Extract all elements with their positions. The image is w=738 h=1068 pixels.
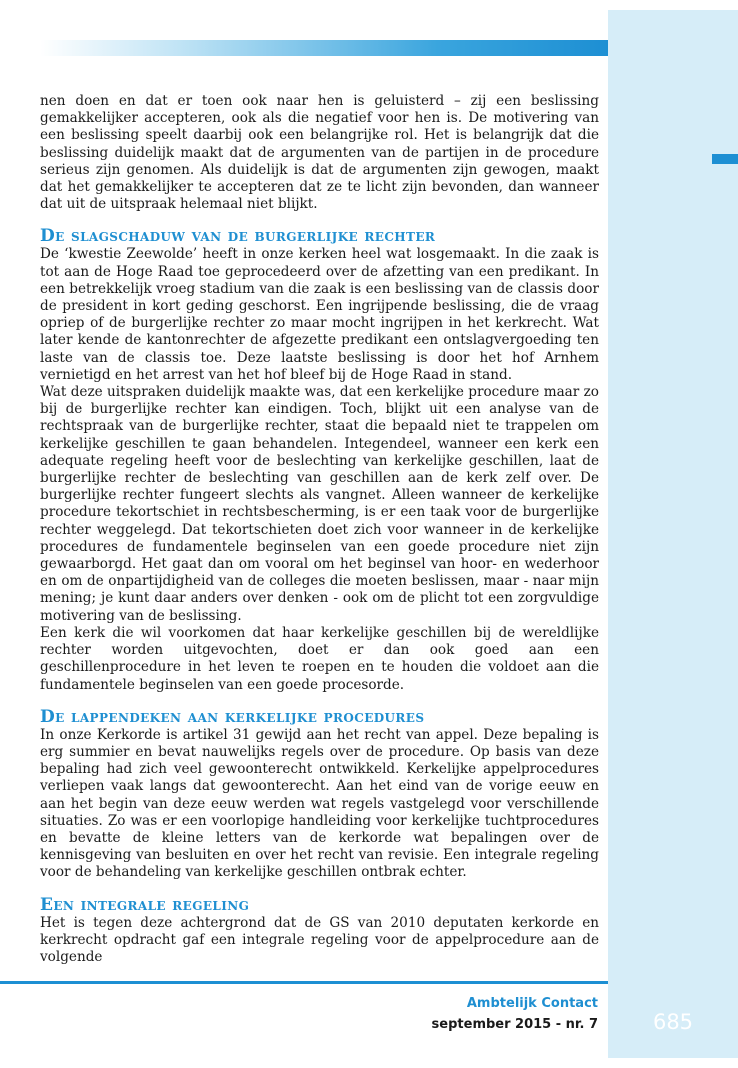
side-band (608, 10, 738, 1058)
body-paragraph: Een kerk die wil voorkomen dat haar kerkelijke geschillen bij de wereldlijke rechter worden uitgevochten, doet er dan ook goed aan een geschillenprocedure in het leven te roepen en te houden die voldoet aan die fundamentele beginselen van een goede procesorde. (40, 624, 599, 693)
issue-label: september 2015 - nr. 7 (431, 1017, 598, 1032)
side-tab-marker (712, 154, 738, 164)
body-paragraph: In onze Kerkorde is artikel 31 gewijd aan het recht van appel. Deze bepaling is erg summier en bevat nauwelijks regels over de procedure. Op basis van deze bepaling had zich veel gewoonterecht ontwikkeld. Kerkelijke appelprocedures verliepen vaak langs dat gewoonterecht. Aan het eind van de vorige eeuw en aan het begin van deze eeuw werden wat regels vastgelegd voor verschillende situaties. Zo was er een voorlopige handleiding voor kerkelijke tuchtprocedures en bevatte de kleine letters van de kerkorde wat bepalingen over de kennisgeving van besluiten en over het recht van revisie. Een integrale regeling voor de behandeling van kerkelijke geschillen ontbrak echter. (40, 726, 599, 881)
section-heading-integrale-regeling: Een integrale regeling (40, 894, 250, 915)
body-paragraph: Het is tegen deze achtergrond dat de GS van 2010 deputaten kerkorde en kerkrecht opdracht gaf een integrale regeling voor de appelprocedure aan de volgende (40, 914, 599, 965)
header-gradient-bar (40, 40, 608, 56)
intro-paragraph: nen doen en dat er toen ook naar hen is geluisterd – zij een beslissing gemakkelijker accepteren, ook als die negatief voor hen is. De motivering van een beslissing speelt daarbij ook een belangrijke rol. Het is belangrijk dat die beslissing duidelijk maakt dat de argumenten van de partijen in de procedure serieus zijn genomen. Als duidelijk is dat de argumenten zijn gewogen, maakt dat het gemakkelijker te accepteren dat ze te licht zijn bevonden, dan wanneer dat uit de uitspraak helemaal niet blijkt. (40, 93, 599, 213)
body-paragraph: De ‘kwestie Zeewolde’ heeft in onze kerken heel wat losgemaakt. In die zaak is tot aan de Hoge Raad toe geprocedeerd over de afzetting van een predikant. In een betrekkelijk vroeg stadium van die zaak is een beslissing van de classis door de president in kort geding geschorst. Een ingrijpende beslissing, die de vraag opriep of de burgerlijke rechter zo maar mocht ingrijpen in het kerkrecht. Wat later kende de kantonrechter de afgezette predikant een ontslagvergoeding ten laste van de classis toe. Deze laatste beslissing is door het hof Arnhem vernietigd en het arrest van het hof bleef bij de Hoge Raad in stand. (40, 246, 599, 383)
magazine-title: Ambtelijk Contact (466, 996, 598, 1011)
body-paragraph: Wat deze uitspraken duidelijk maakte was, dat een kerkelijke procedure maar zo bij de burgerlijke rechter kan eindigen. Toch, blijkt uit een analyse van de rechtspraak van de burgerlijke rechter, staat die bepaald niet te trappelen om kerkelijke geschillen te gaan behandelen. Integendeel, wanneer een kerk een adequate regeling heeft voor de beslechting van kerkelijke geschillen, laat de burgerlijke rechter de beslechting van geschillen aan de kerk zelf over. De burgerlijke rechter fungeert slechts als vangnet. Alleen wanneer de kerkelijke procedure tekortschiet in rechtsbescherming, is er een taak voor de burgerlijke rechter weggelegd. Dat tekortschieten doet zich voor wanneer in de kerkelijke procedures de fundamentele beginselen van een goede procedure niet zijn gewaarborgd. Het gaat dan om vooral om het beginsel van hoor- en wederhoor en om de onpartijdigheid van de colleges die moeten beslissen, maar - naar mijn mening; je kunt daar anders over denken - ook om de plicht tot een zorgvuldige motivering van de beslissing. (40, 384, 599, 624)
article-body (40, 93, 599, 966)
section-heading-slagschaduw: De slagschaduw van de burgerlijke rechter (40, 226, 436, 247)
page-number: 685 (652, 1010, 694, 1034)
footer-divider (0, 981, 608, 984)
section-heading-lappendeken: De lappendeken aan kerkelijke procedures (40, 706, 425, 727)
